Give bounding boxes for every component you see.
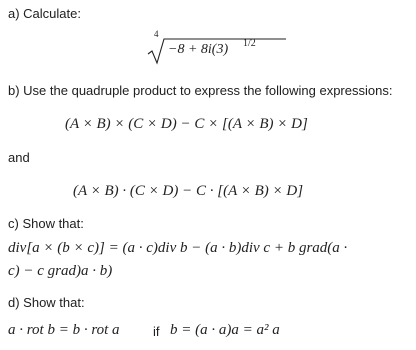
div-identity-line-1: div[a × (b × c)] = (a · c)div b − (a · b)div c + b grad(a · xyxy=(8,240,348,256)
part-c-label: c) Show that: xyxy=(8,216,84,231)
if-text: if xyxy=(153,324,160,339)
rot-condition: b = (a · a)a = a² a xyxy=(170,322,280,338)
part-a-label: a) Calculate: xyxy=(8,6,81,21)
radicand-exponent: 1/2 xyxy=(243,38,256,49)
expression-dot-product: (A × B) · (C × D) − C · [(A × B) × D] xyxy=(73,183,304,199)
radicand: −8 + 8i(3) xyxy=(168,42,229,57)
part-b-label: b) Use the quadruple product to express the following expressions: xyxy=(8,83,393,98)
rot-identity: a · rot b = b · rot a xyxy=(8,322,120,338)
div-identity-line-2: c) − c grad)a · b) xyxy=(8,263,113,279)
connector-and: and xyxy=(8,150,30,165)
fourth-root-expression xyxy=(146,29,276,64)
part-d-label: d) Show that: xyxy=(8,295,85,310)
radical-index: 4 xyxy=(154,29,159,39)
expression-cross-product: (A × B) × (C × D) − C × [(A × B) × D] xyxy=(65,116,308,132)
